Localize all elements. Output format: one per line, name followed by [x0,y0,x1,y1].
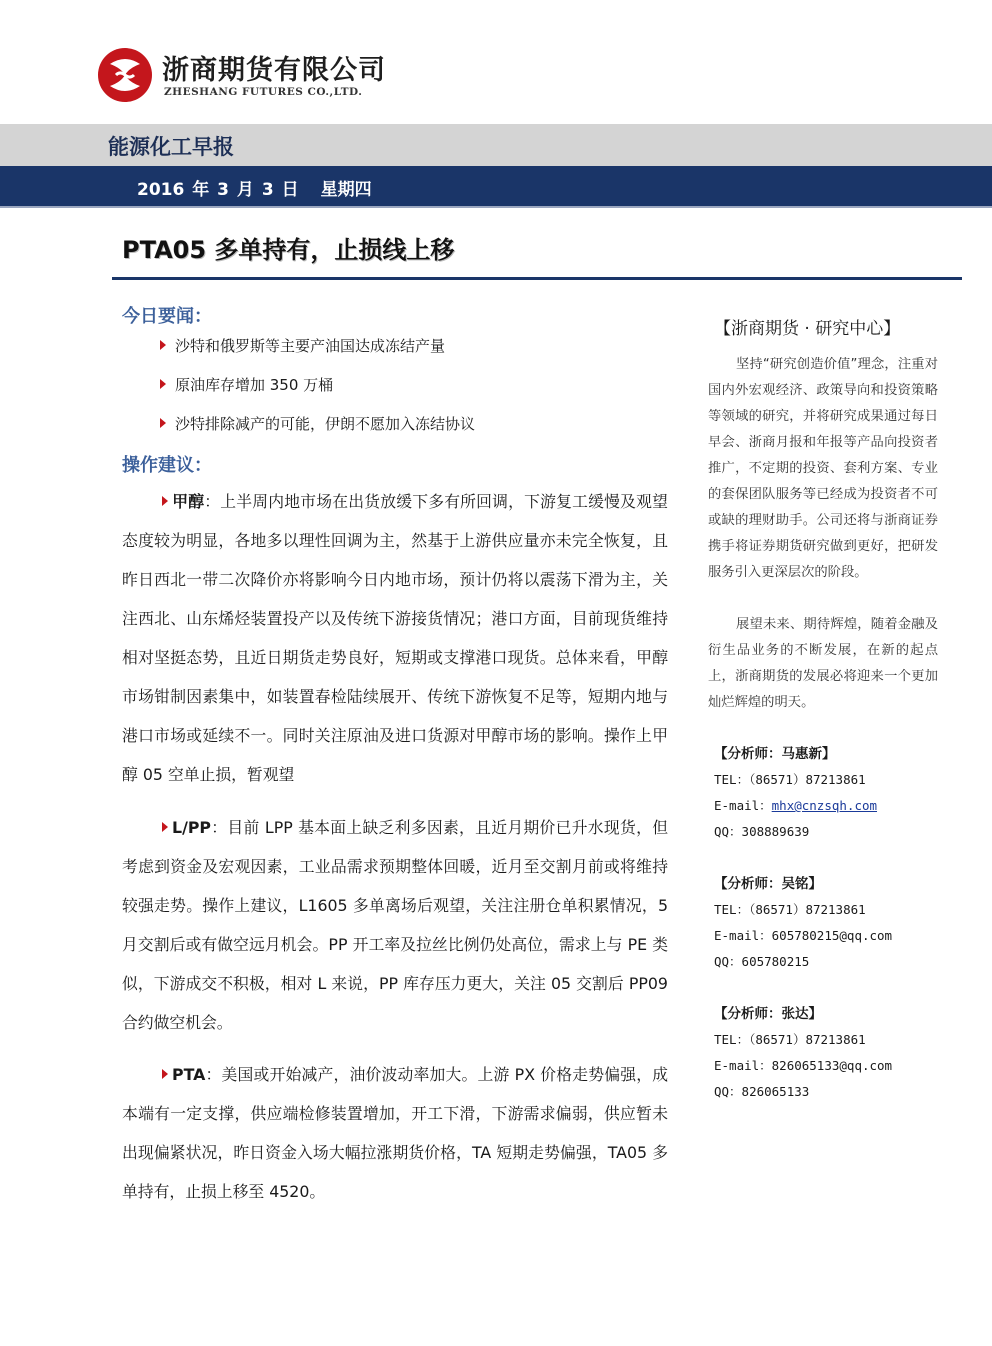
bullet-arrow-icon [160,340,166,350]
news-heading: 今日要闻： [122,306,212,327]
bullet-arrow-icon [160,379,166,389]
advice-text: ：目前 LPP 基本面上缺乏利多因素，且近月期价已升水现货，但考虑到资金及宏观因素，工业品需求预期整体回暖，近月至交割月前或将维持较强走势。操作上建议，L1605 多单离场后观望，关注注册仓单积累情况，5 月交割后或有做空远月机会。PP 开工率及拉丝比例仍处高位，需求上与 PE 类似，下游成交不积极，相对 L 来说，PP 库存压力更大，关注 05 交割后 PP09 合约做空机会。 [122,818,668,1032]
advice-pta [122,1055,668,1211]
page-title: PTA05 多单持有，止损线上移 [122,236,455,264]
advice-lpp [122,808,668,1042]
analyst-tel: TEL：（86571）87213861 [714,902,866,917]
analyst-email-row: E-mail：605780215@qq.com [714,928,893,943]
divider [0,206,992,208]
analyst-email: 605780215@qq.com [771,928,893,943]
zheshang-logo-icon [96,46,154,104]
analyst-tel: TEL：（86571）87213861 [714,772,866,787]
advice-methanol [122,482,668,794]
title-divider [112,277,962,280]
analyst-email-link[interactable]: mhx@cnzsqh.com [771,798,878,813]
analyst-qq: QQ：826065133 [714,1084,810,1099]
report-weekday: 星期四 [320,180,372,200]
advice-tag: 甲醇 [172,492,205,511]
analyst-qq: QQ：605780215 [714,954,810,969]
analyst-name: 【分析师：张达】 [714,1006,822,1022]
company-logo [96,44,386,106]
bullet-arrow-icon [162,822,168,832]
advice-text: ：上半周内地市场在出货放缓下多有所回调，下游复工缓慢及观望态度较为明显，各地多以理性回调为主，然基于上游供应量亦未完全恢复，且昨日西北一带二次降价亦将影响今日内地市场，预计仍将以震荡下滑为主，关注西北、山东烯烃装置投产以及传统下游接货情况；港口方面，目前现货维持相对坚挺态势，且近日期货走势良好，短期或支撑港口现货。总体来看，甲醇市场钳制因素集中，如装置春检陆续展开、传统下游恢复不足等，短期内地与港口市场或延续不一。同时关注原油及进口货源对甲醇市场的影响。操作上甲醇 05 空单止损，暂观望 [122,492,668,784]
report-category: 能源化工早报 [108,135,234,159]
advice-text: ：美国或开始减产，油价波动率加大。上游 PX 价格走势偏强，成本端有一定支撑，供应端检修装置增加，开工下滑，下游需求偏弱，供应暂未出现偏紧状况，昨日资金入场大幅拉涨期货价格，TA 短期走势偏强，TA05 多单持有，止损上移至 4520。 [122,1065,668,1201]
report-category-band [0,124,992,166]
date-band [0,166,992,206]
bullet-arrow-icon [162,496,168,506]
news-item: 沙特和俄罗斯等主要产油国达成冻结产量 [160,335,445,356]
analyst-card [714,871,954,975]
news-item: 原油库存增加 350 万桶 [160,374,333,395]
report-date-line [137,175,372,200]
analyst-tel: TEL：（86571）87213861 [714,1032,866,1047]
news-item: 沙特排除减产的可能，伊朗不愿加入冻结协议 [160,413,475,434]
analyst-qq: QQ：308889639 [714,824,810,839]
analyst-email: 826065133@qq.com [771,1058,893,1073]
advice-tag: PTA [172,1065,206,1084]
analyst-email-row: E-mail：mhx@cnzsqh.com [714,798,878,813]
analyst-email-row: E-mail：826065133@qq.com [714,1058,893,1073]
sidebar-title: 【浙商期货 · 研究中心】 [714,319,901,339]
advice-tag: L/PP [172,818,211,837]
bullet-arrow-icon [160,418,166,428]
bullet-arrow-icon [162,1069,168,1079]
sidebar-outlook: 展望未来、期待辉煌，随着金融及衍生品业务的不断发展，在新的起点上，浙商期货的发展必将迎来一个更加灿烂辉煌的明天。 [708,617,938,710]
analyst-name: 【分析师：马惠新】 [714,746,836,762]
sidebar-intro: 坚持“研究创造价值”理念，注重对国内外宏观经济、政策导向和投资策略等领域的研究，并将研究成果通过每日早会、浙商月报和年报等产品向投资者推广，不定期的投资、套利方案、专业的套保团队服务等已经成为投资者不可或缺的理财助手。公司还将与浙商证券携手将证券期货研究做到更好，把研发服务引入更深层次的阶段。 [708,357,938,580]
advice-heading: 操作建议： [122,455,212,476]
company-name-cn: 浙商期货有限公司 [162,55,386,86]
analyst-name: 【分析师：吴铭】 [714,876,822,892]
report-date: 2016 年 3 月 3 日 [137,180,299,200]
analyst-card [714,741,954,845]
company-name-en: ZHESHANG FUTURES CO.,LTD. [164,86,363,98]
analyst-card [714,1001,954,1105]
